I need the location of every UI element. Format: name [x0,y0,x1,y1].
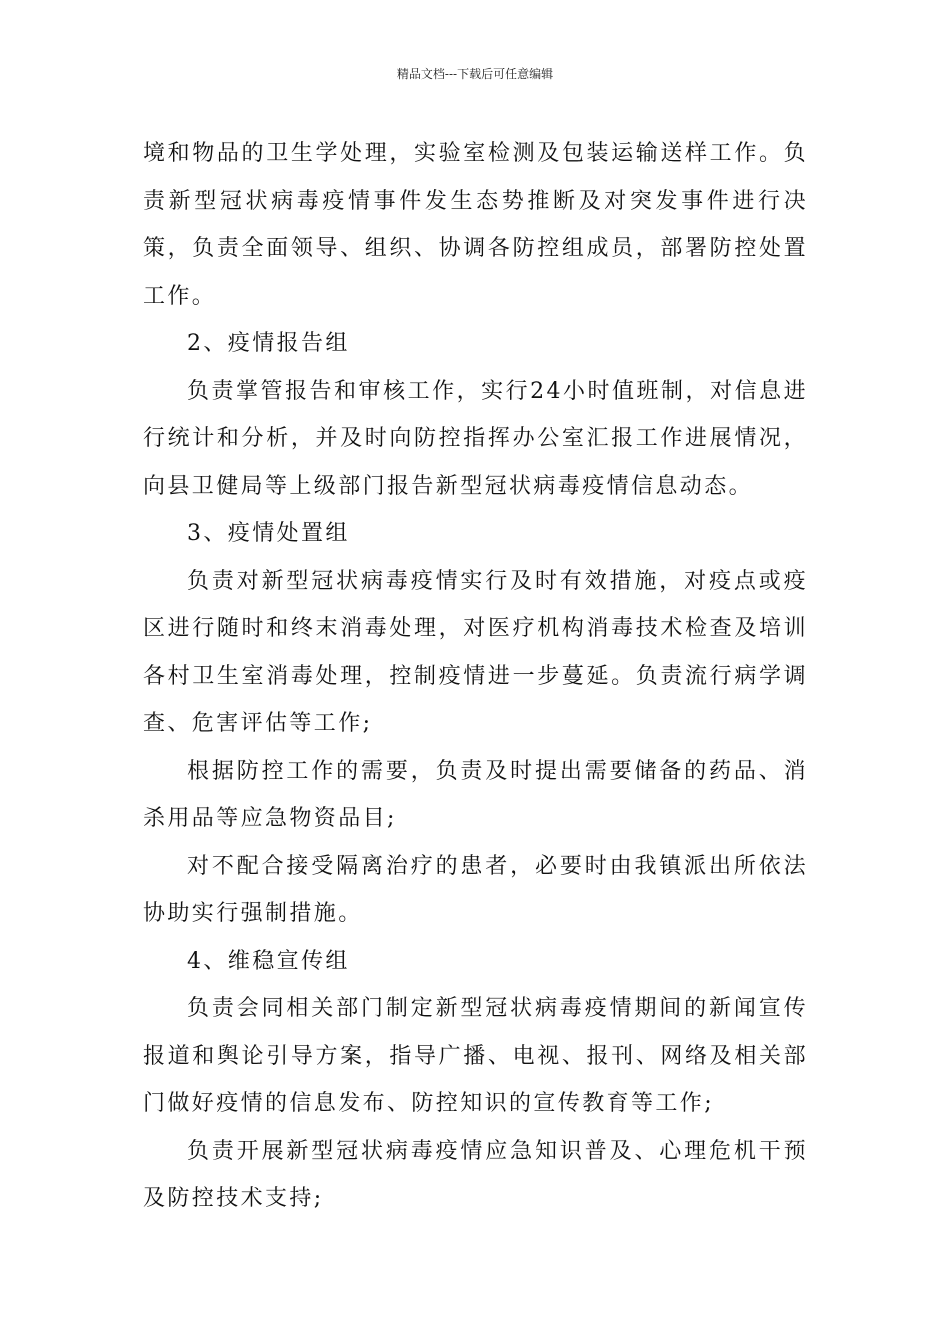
section-heading-publicity-group: 4、维稳宣传组 [187,948,350,974]
paragraph: 对不配合接受隔离治疗的患者，必要时由我镇派出所依法协助实行强制措施。 [143,853,808,926]
paragraph: 负责开展新型冠状病毒疫情应急知识普及、心理危机干预及防控技术支持; [143,1138,808,1211]
section-heading-report-group: 2、疫情报告组 [187,331,350,356]
paragraph: 负责会同相关部门制定新型冠状病毒疫情期间的新闻宣传报道和舆论引导方案，指导广播、电视、报刊、网络及相关部门做好疫情的信息发布、防控知识的宣传教育等工作; [143,996,808,1116]
paragraph: 根据防控工作的需要，负责及时提出需要储备的药品、消杀用品等应急物资品目; [143,758,808,831]
paragraph-continued: 境和物品的卫生学处理，实验室检测及包装运输送样工作。负责新型冠状病毒疫情事件发生态势推断及对突发事件进行决策，负责全面领导、组织、协调各防控组成员，部署防控处置工作。 [143,141,808,309]
section-heading-handling-group: 3、疫情处置组 [187,521,350,546]
document-body [143,130,808,1223]
page-header: 精品文档---下载后可任意编辑 [396,67,554,81]
paragraph: 负责掌管报告和审核工作，实行24小时值班制，对信息进行统计和分析，并及时向防控指挥办公室汇报工作进展情况，向县卫健局等上级部门报告新型冠状病毒疫情信息动态。 [143,378,808,499]
paragraph: 负责对新型冠状病毒疫情实行及时有效措施，对疫点或疫区进行随时和终末消毒处理，对医疗机构消毒技术检查及培训各村卫生室消毒处理，控制疫情进一步蔓延。负责流行病学调查、危害评估等工作; [143,568,808,736]
